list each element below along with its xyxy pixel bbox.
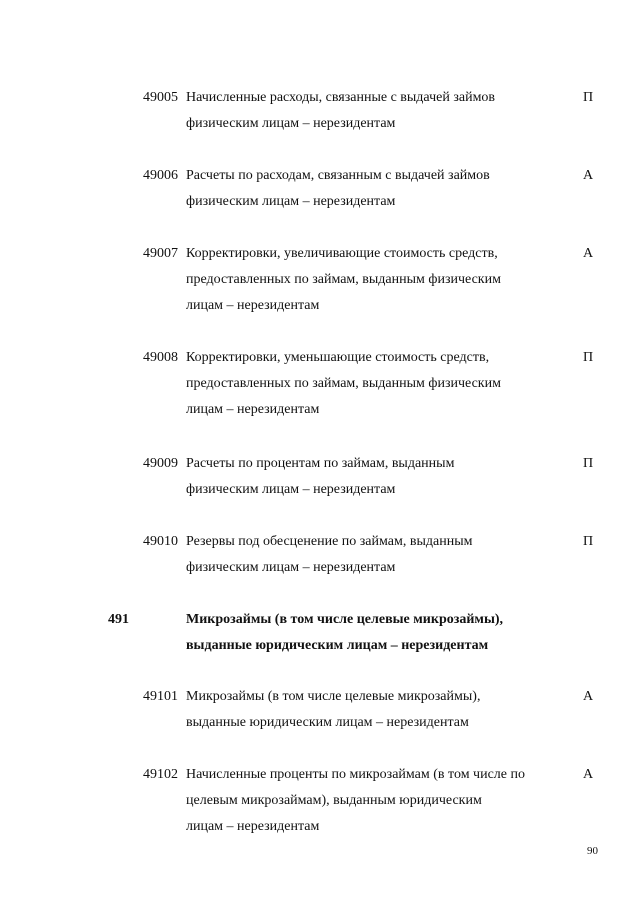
account-description: Начисленные проценты по микрозаймам (в том числе по целевым микрозаймам), выданным юридическим лицам – нерезидентам [186, 767, 525, 834]
account-type: А [583, 689, 594, 704]
account-type: А [583, 168, 594, 183]
account-code: 49101 [143, 689, 178, 704]
account-description: Микрозаймы (в том числе целевые микрозаймы), выданные юридическим лицам – нерезидентам [186, 689, 481, 730]
account-code: 49009 [143, 456, 178, 471]
account-type: П [583, 350, 594, 365]
account-code: 49005 [143, 90, 178, 105]
account-code: 49007 [143, 246, 178, 261]
section-title: Микрозаймы (в том числе целевые микрозаймы), выданные юридическим лицам – нерезидентам [186, 612, 504, 653]
page-number: 90 [587, 845, 598, 857]
account-code: 49008 [143, 350, 178, 365]
account-code: 49006 [143, 168, 178, 183]
account-description: Резервы под обесценение по займам, выданным физическим лицам – нерезидентам [186, 534, 473, 575]
account-code: 49102 [143, 767, 178, 782]
account-code: 49010 [143, 534, 178, 549]
account-type: А [583, 767, 594, 782]
account-type: П [583, 90, 594, 105]
account-description: Расчеты по расходам, связанным с выдачей займов физическим лицам – нерезидентам [186, 168, 490, 209]
account-type: А [583, 246, 594, 261]
account-description: Расчеты по процентам по займам, выданным физическим лицам – нерезидентам [186, 456, 455, 497]
account-description: Корректировки, уменьшающие стоимость средств, предоставленных по займам, выданным физическим лицам – нерезидентам [186, 350, 501, 417]
account-type: П [583, 534, 594, 549]
section-code: 491 [108, 612, 129, 627]
account-type: П [583, 456, 594, 471]
account-description: Корректировки, увеличивающие стоимость средств, предоставленных по займам, выданным физическим лицам – нерезидентам [186, 246, 501, 313]
account-description: Начисленные расходы, связанные с выдачей займов физическим лицам – нерезидентам [186, 90, 496, 131]
